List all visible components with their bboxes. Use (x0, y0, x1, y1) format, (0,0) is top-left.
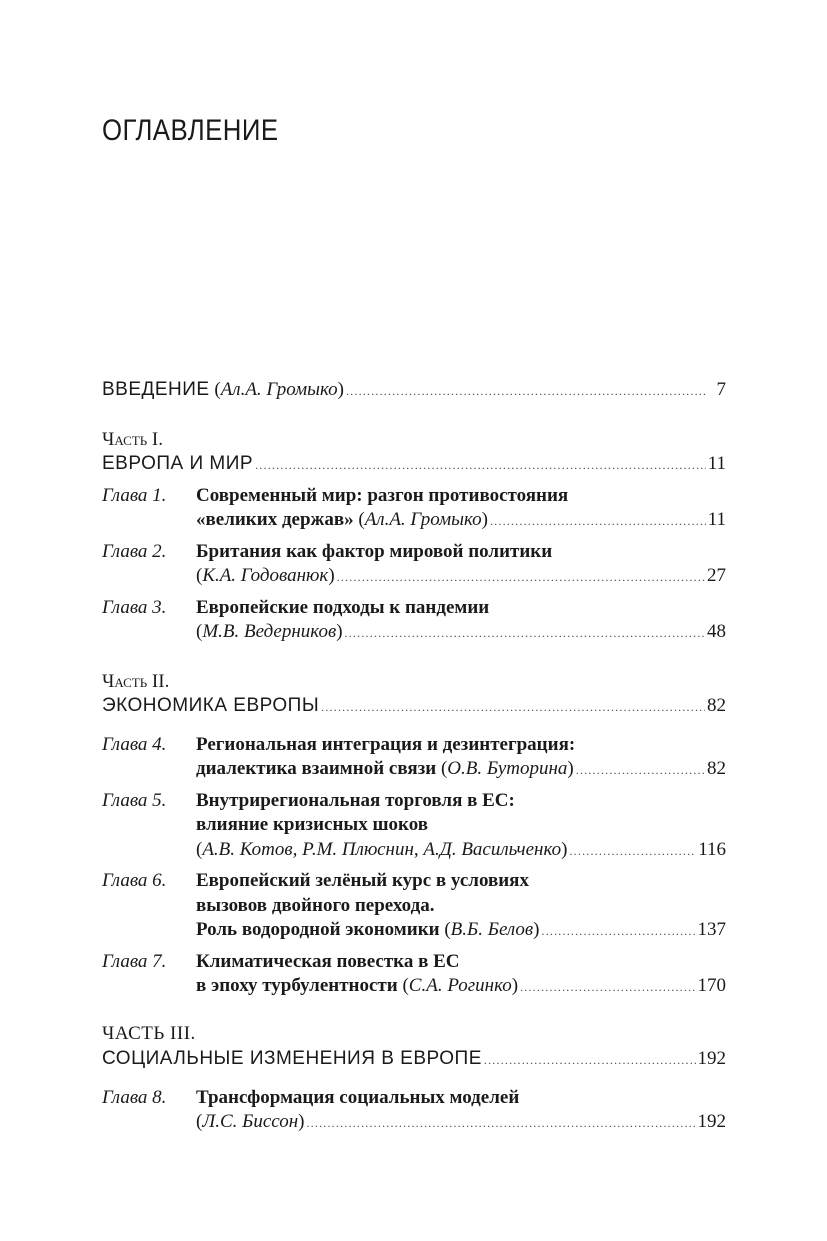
toc-entry-chapter-7[interactable]: в эпоху турбулентности (С.А. Рогинко) ..... 170 (196, 974, 726, 999)
part-label: ЧАСТЬ III. (102, 1023, 196, 1044)
page-number: 11 (707, 453, 726, 474)
leader-dots (321, 695, 705, 719)
leader-dots (490, 509, 706, 533)
leader-dots (345, 621, 705, 645)
toc-entry-chapter-5[interactable]: (А.В. Котов, Р.М. Плюснин, А.Д. Васильченко) ..... 116 (196, 838, 726, 863)
page-number: 48 (707, 621, 726, 642)
page-number: 192 (697, 1048, 726, 1069)
page-number: 116 (698, 839, 726, 860)
leader-dots (337, 565, 705, 589)
page-number: 7 (716, 379, 726, 400)
chapter-title-line: влияние кризисных шоков (196, 814, 429, 835)
part-title: ЭКОНОМИКА ЕВРОПЫ (102, 695, 320, 716)
leader-dots (306, 1111, 695, 1135)
chapter-title-line: Региональная интеграция и дезинтеграция: (196, 734, 576, 755)
chapter-author: А.В. Котов, Р.М. Плюснин, А.Д. Васильченко (202, 839, 562, 860)
leader-dots (542, 919, 696, 943)
intro-title: ВВЕДЕНИЕ (102, 379, 210, 400)
chapter-title-line: Европейские подходы к пандемии (196, 597, 490, 618)
toc-entry-part-2[interactable] (102, 694, 726, 719)
chapter-label: Глава 3. (102, 597, 167, 618)
chapter-label: Глава 5. (102, 790, 167, 811)
page-number: 170 (697, 975, 726, 996)
part-label: Часть I. (102, 429, 163, 450)
toc-entry-part-1[interactable] (102, 452, 726, 477)
chapter-label: Глава 8. (102, 1087, 167, 1108)
toc-entry-chapter-8[interactable]: (Л.С. Биссон) ..... 192 (196, 1110, 726, 1135)
chapter-title-line: Внутрирегиональная торговля в ЕС: (196, 790, 515, 811)
chapter-label: Глава 6. (102, 870, 167, 891)
toc-entry-chapter-1[interactable]: «великих держав» (Ал.А. Громыко) ..... 11 (196, 508, 726, 533)
page-number: 192 (697, 1111, 726, 1132)
page-number: 11 (707, 509, 726, 530)
part-label: Часть II. (102, 671, 170, 692)
leader-dots (255, 453, 706, 477)
chapter-title-line: Современный мир: разгон противостояния (196, 485, 569, 506)
leader-dots (484, 1048, 696, 1072)
chapter-author: В.Б. Белов (450, 919, 534, 940)
page-number: 82 (707, 758, 726, 779)
chapter-author: М.В. Ведерников (202, 621, 337, 642)
chapter-author: Ал.А. Громыко (364, 509, 482, 530)
chapter-author: О.В. Буторина (447, 758, 568, 779)
part-title: ЕВРОПА И МИР (102, 453, 254, 474)
page-title: ОГЛАВЛЕНИЕ (102, 114, 279, 147)
toc-entry-chapter-2[interactable]: (К.А. Годованюк) ..... 27 (196, 564, 726, 589)
chapter-title-line: Европейский зелёный курс в условиях (196, 870, 529, 891)
part-title: СОЦИАЛЬНЫЕ ИЗМЕНЕНИЯ В ЕВРОПЕ (102, 1048, 482, 1069)
chapter-title-line: Климатическая повестка в ЕС (196, 951, 460, 972)
intro-author: Ал.А. Громыко (220, 379, 338, 400)
page-number: 27 (707, 565, 726, 586)
chapter-title-line: Британия как фактор мировой политики (196, 541, 553, 562)
leader-dots (346, 379, 706, 403)
toc-entry-chapter-6[interactable]: Роль водородной экономики (В.Б. Белов) ..... 137 (196, 918, 726, 943)
chapter-label: Глава 7. (102, 951, 167, 972)
chapter-author: Л.С. Биссон (202, 1111, 299, 1132)
chapter-label: Глава 4. (102, 734, 167, 755)
toc-entry-chapter-4[interactable]: диалектика взаимной связи (О.В. Буторина) ..... 82 (196, 757, 726, 782)
chapter-title-line: Трансформация социальных моделей (196, 1087, 520, 1108)
toc-entry-intro[interactable]: ВВЕДЕНИЕ (Ал.А. Громыко) ..... 7 (102, 378, 726, 403)
chapter-label: Глава 2. (102, 541, 167, 562)
page-number: 82 (707, 695, 726, 716)
toc-entry-part-3[interactable] (102, 1047, 726, 1072)
leader-dots (576, 758, 705, 782)
chapter-author: С.А. Рогинко (408, 975, 512, 996)
chapter-label: Глава 1. (102, 485, 167, 506)
chapter-author: К.А. Годованюк (202, 565, 329, 586)
leader-dots (520, 975, 695, 999)
chapter-title-line: вызовов двойного перехода. (196, 895, 435, 916)
toc-entry-chapter-3[interactable]: (М.В. Ведерников) ..... 48 (196, 620, 726, 645)
page-number: 137 (697, 919, 726, 940)
leader-dots (569, 839, 696, 863)
